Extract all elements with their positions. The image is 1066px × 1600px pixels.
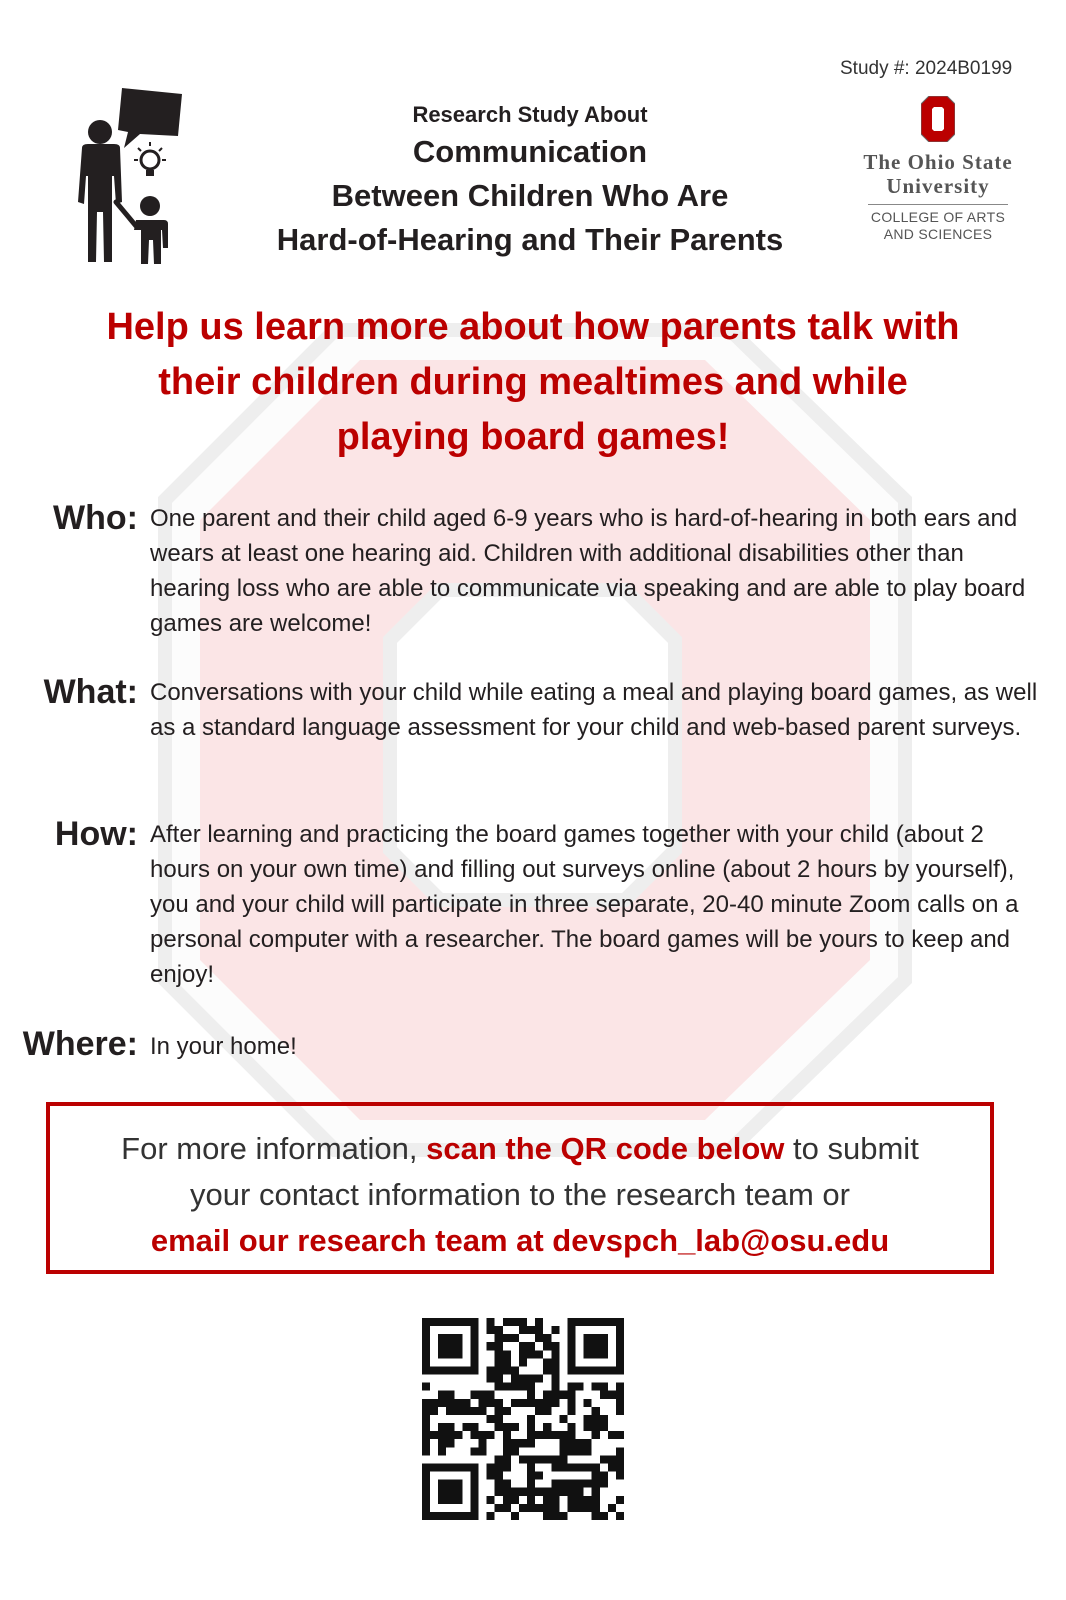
contact-info-box <box>46 1102 994 1274</box>
contact-text-b: to submit <box>784 1131 919 1166</box>
headline-line-3: playing board games! <box>336 416 730 458</box>
where-text: In your home! <box>150 1033 297 1060</box>
how-label: How: <box>54 815 138 853</box>
parent-child-icon <box>62 80 202 270</box>
qr-code[interactable] <box>422 1318 624 1520</box>
university-name-line-1: The Ohio State <box>863 150 1013 174</box>
study-number: Study #: 2024B0199 <box>840 58 1013 79</box>
college-line-1: COLLEGE OF ARTS <box>870 209 1006 225</box>
where-label: Where: <box>22 1025 138 1063</box>
logo-divider <box>868 204 1008 205</box>
headline-line-1: Help us learn more about how parents talk with <box>106 306 960 348</box>
osu-logo <box>838 96 1038 243</box>
title-line-2: Communication <box>412 134 648 169</box>
title-line-1: Research Study About <box>412 102 648 127</box>
headline <box>20 300 1046 465</box>
block-o-logo-icon <box>921 96 955 142</box>
title-line-3: Between Children Who Are <box>331 178 729 213</box>
who-text: One parent and their child aged 6-9 years who is hard-of-hearing in both ears and wears at least one hearing aid. Children with additional disabilities other than hearing loss who are able to communicate via speaking and are able to play board games are welcome! <box>150 505 1026 637</box>
scan-qr-callout: scan the QR code below <box>426 1131 785 1166</box>
university-name-line-2: University <box>886 174 990 198</box>
title-line-4: Hard-of-Hearing and Their Parents <box>276 222 784 257</box>
college-line-2: AND SCIENCES <box>883 226 993 242</box>
what-label: What: <box>43 673 138 711</box>
headline-line-2: their children during mealtimes and while <box>158 361 908 403</box>
study-title <box>210 100 850 262</box>
contact-line-2: your contact information to the research team or <box>190 1177 850 1212</box>
contact-email-line[interactable]: email our research team at devspch_lab@osu.edu <box>150 1223 890 1258</box>
how-text: After learning and practicing the board games together with your child (about 2 hours on your own time) and filling out surveys online (about 2 hours by yourself), you and your child will participate in three separate, 20-40 minute Zoom calls on a personal computer with a researcher. The board games will be yours to keep and enjoy! <box>150 821 1019 988</box>
contact-line-1 <box>50 1126 990 1172</box>
contact-text-a: For more information, <box>121 1131 427 1166</box>
who-label: Who: <box>53 499 138 537</box>
what-text: Conversations with your child while eating a meal and playing board games, as well as a standard language assessment for your child and web-based parent surveys. <box>150 679 1038 741</box>
